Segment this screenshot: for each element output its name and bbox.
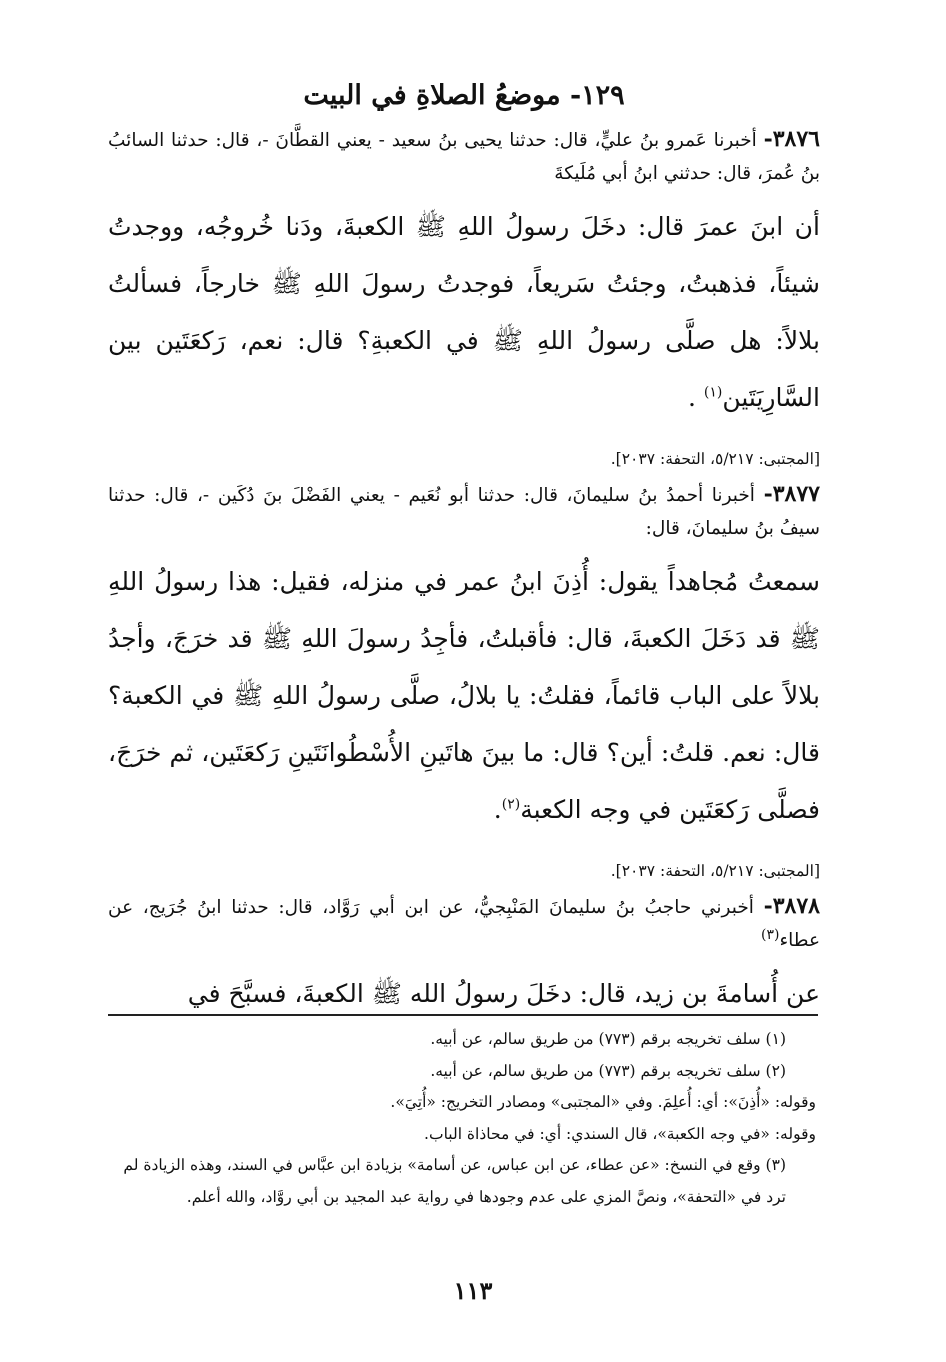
- isnad-text: أخبرنا أحمدُ بنُ سليمانَ، قال: حدثنا أبو نُعَيم - يعني الفَضْلَ بنَ دُكَين -، قال: حدثنا سيفُ بنُ سليمانَ، قال:: [108, 485, 820, 539]
- hadith-reference: [المجتبى: ٥/٢١٧، التحفة: ٢٠٣٧].: [610, 862, 820, 880]
- page-body: [108, 70, 820, 1026]
- matn-tail: .: [493, 795, 502, 824]
- chapter-title: ١٢٩- موضعُ الصلاةِ في البيت: [303, 80, 625, 111]
- matn-text: عن أُسامةَ بن زيد، قال: دخَلَ رسولُ الله ﷺ الكعبةَ، فسبَّحَ في: [187, 979, 820, 1008]
- matn-text: سمعتُ مُجاهداً يقول: أُذِنَ ابنُ عمر في منزله، فقيل: هذا رسولُ اللهِ ﷺ قد دَخَلَ الكعبةَ، قال: فأقبلتُ، فأجِدُ رسولَ اللهِ ﷺ قد خرَجَ، وأجدُ بلالاً على الباب قائماً، فقلتُ: يا بلالُ، صلَّى رسولُ اللهِ ﷺ في الكعبة؟ قال: نعم. قلتُ: أين؟ قال: ما بينَ هاتَينِ الأُسْطُوانَتَينِ رَكعَتَين، ثم خرَجَ، فصلَّى رَكعَتَين في وجه الكعبة: [108, 567, 820, 824]
- hadith-isnad: [108, 478, 820, 545]
- hadith-number: ٣٨٧٨-: [763, 893, 820, 919]
- footnote-mark[interactable]: (٢): [501, 796, 521, 813]
- hadith-3877: [108, 478, 820, 886]
- matn-tail: .: [687, 383, 704, 412]
- hadith-matn: [108, 553, 820, 838]
- hadith-number: ٣٨٧٦-: [763, 126, 820, 152]
- matn-text: أن ابنَ عمرَ قال: دخَلَ رسولُ اللهِ ﷺ الكعبةَ، ودَنا خُروجُه، ووجدتُ شيئاً، فذهبتُ، وجئتُ سَريعاً، فوجدتُ رسولَ اللهِ ﷺ خارجاً، فسألتُ بلالاً: هل صلَّى رسولُ اللهِ ﷺ في الكعبةِ؟ قال: نعم، رَكعَتَين بين السَّارِيَتَين: [108, 212, 820, 412]
- hadith-matn: [108, 198, 820, 426]
- hadith-3878: [108, 890, 820, 1022]
- footnote-3: (٣) وقع في النسخ: «عن عطاء، عن ابن عباس، عن أسامة» بزيادة ابن عبَّاس في السند، وهذه الزيادة لم ترد في «التحفة»، ونصَّ المزي على عدم وجودها في رواية عبد المجيد بن أبي روَّاد، والله أعلم.: [123, 1156, 786, 1206]
- footnote-separator: [108, 1014, 818, 1016]
- footnotes: [108, 1024, 816, 1213]
- footnote-2-note-a: وقوله: «أُذِنَ»: أي: أُعلِمَ. وفي «المجتبى» ومصادر التخريج: «أُتِيَ».: [390, 1093, 816, 1111]
- hadith-isnad: [108, 123, 820, 190]
- footnote-2-note-b: وقوله: «في وجه الكعبة»، قال السندي: أي: في محاذاة الباب.: [424, 1124, 816, 1143]
- isnad-text: أخبرني حاجبُ بنُ سليمانَ المَنْبِجيُّ، عن ابن أبي رَوَّاد، قال: حدثنا ابنُ جُرَيج، عن عطاء: [108, 897, 820, 951]
- footnote-mark[interactable]: (٣): [760, 926, 780, 943]
- footnote-mark[interactable]: (١): [703, 384, 723, 401]
- hadith-reference: [المجتبى: ٥/٢١٧، التحفة: ٢٠٣٧].: [610, 450, 820, 468]
- isnad-text: أخبرنا عَمرو بنُ عليٍّ، قال: حدثنا يحيى بنُ سعيد - يعني القطَّانَ -، قال: حدثنا السائبُ بنُ عُمرَ، قال: حدثني ابنُ أبي مُلَيكةَ: [108, 130, 820, 184]
- footnote-1: (١) سلف تخريجه برقم (٧٧٣) من طريق سالم، عن أبيه.: [430, 1030, 786, 1048]
- footnote-2: (٢) سلف تخريجه برقم (٧٧٣) من طريق سالم، عن أبيه.: [430, 1061, 786, 1080]
- page-number: ١١٣: [453, 1276, 493, 1305]
- hadith-3876: [108, 123, 820, 474]
- hadith-isnad: [108, 890, 820, 957]
- hadith-number: ٣٨٧٧-: [763, 481, 820, 507]
